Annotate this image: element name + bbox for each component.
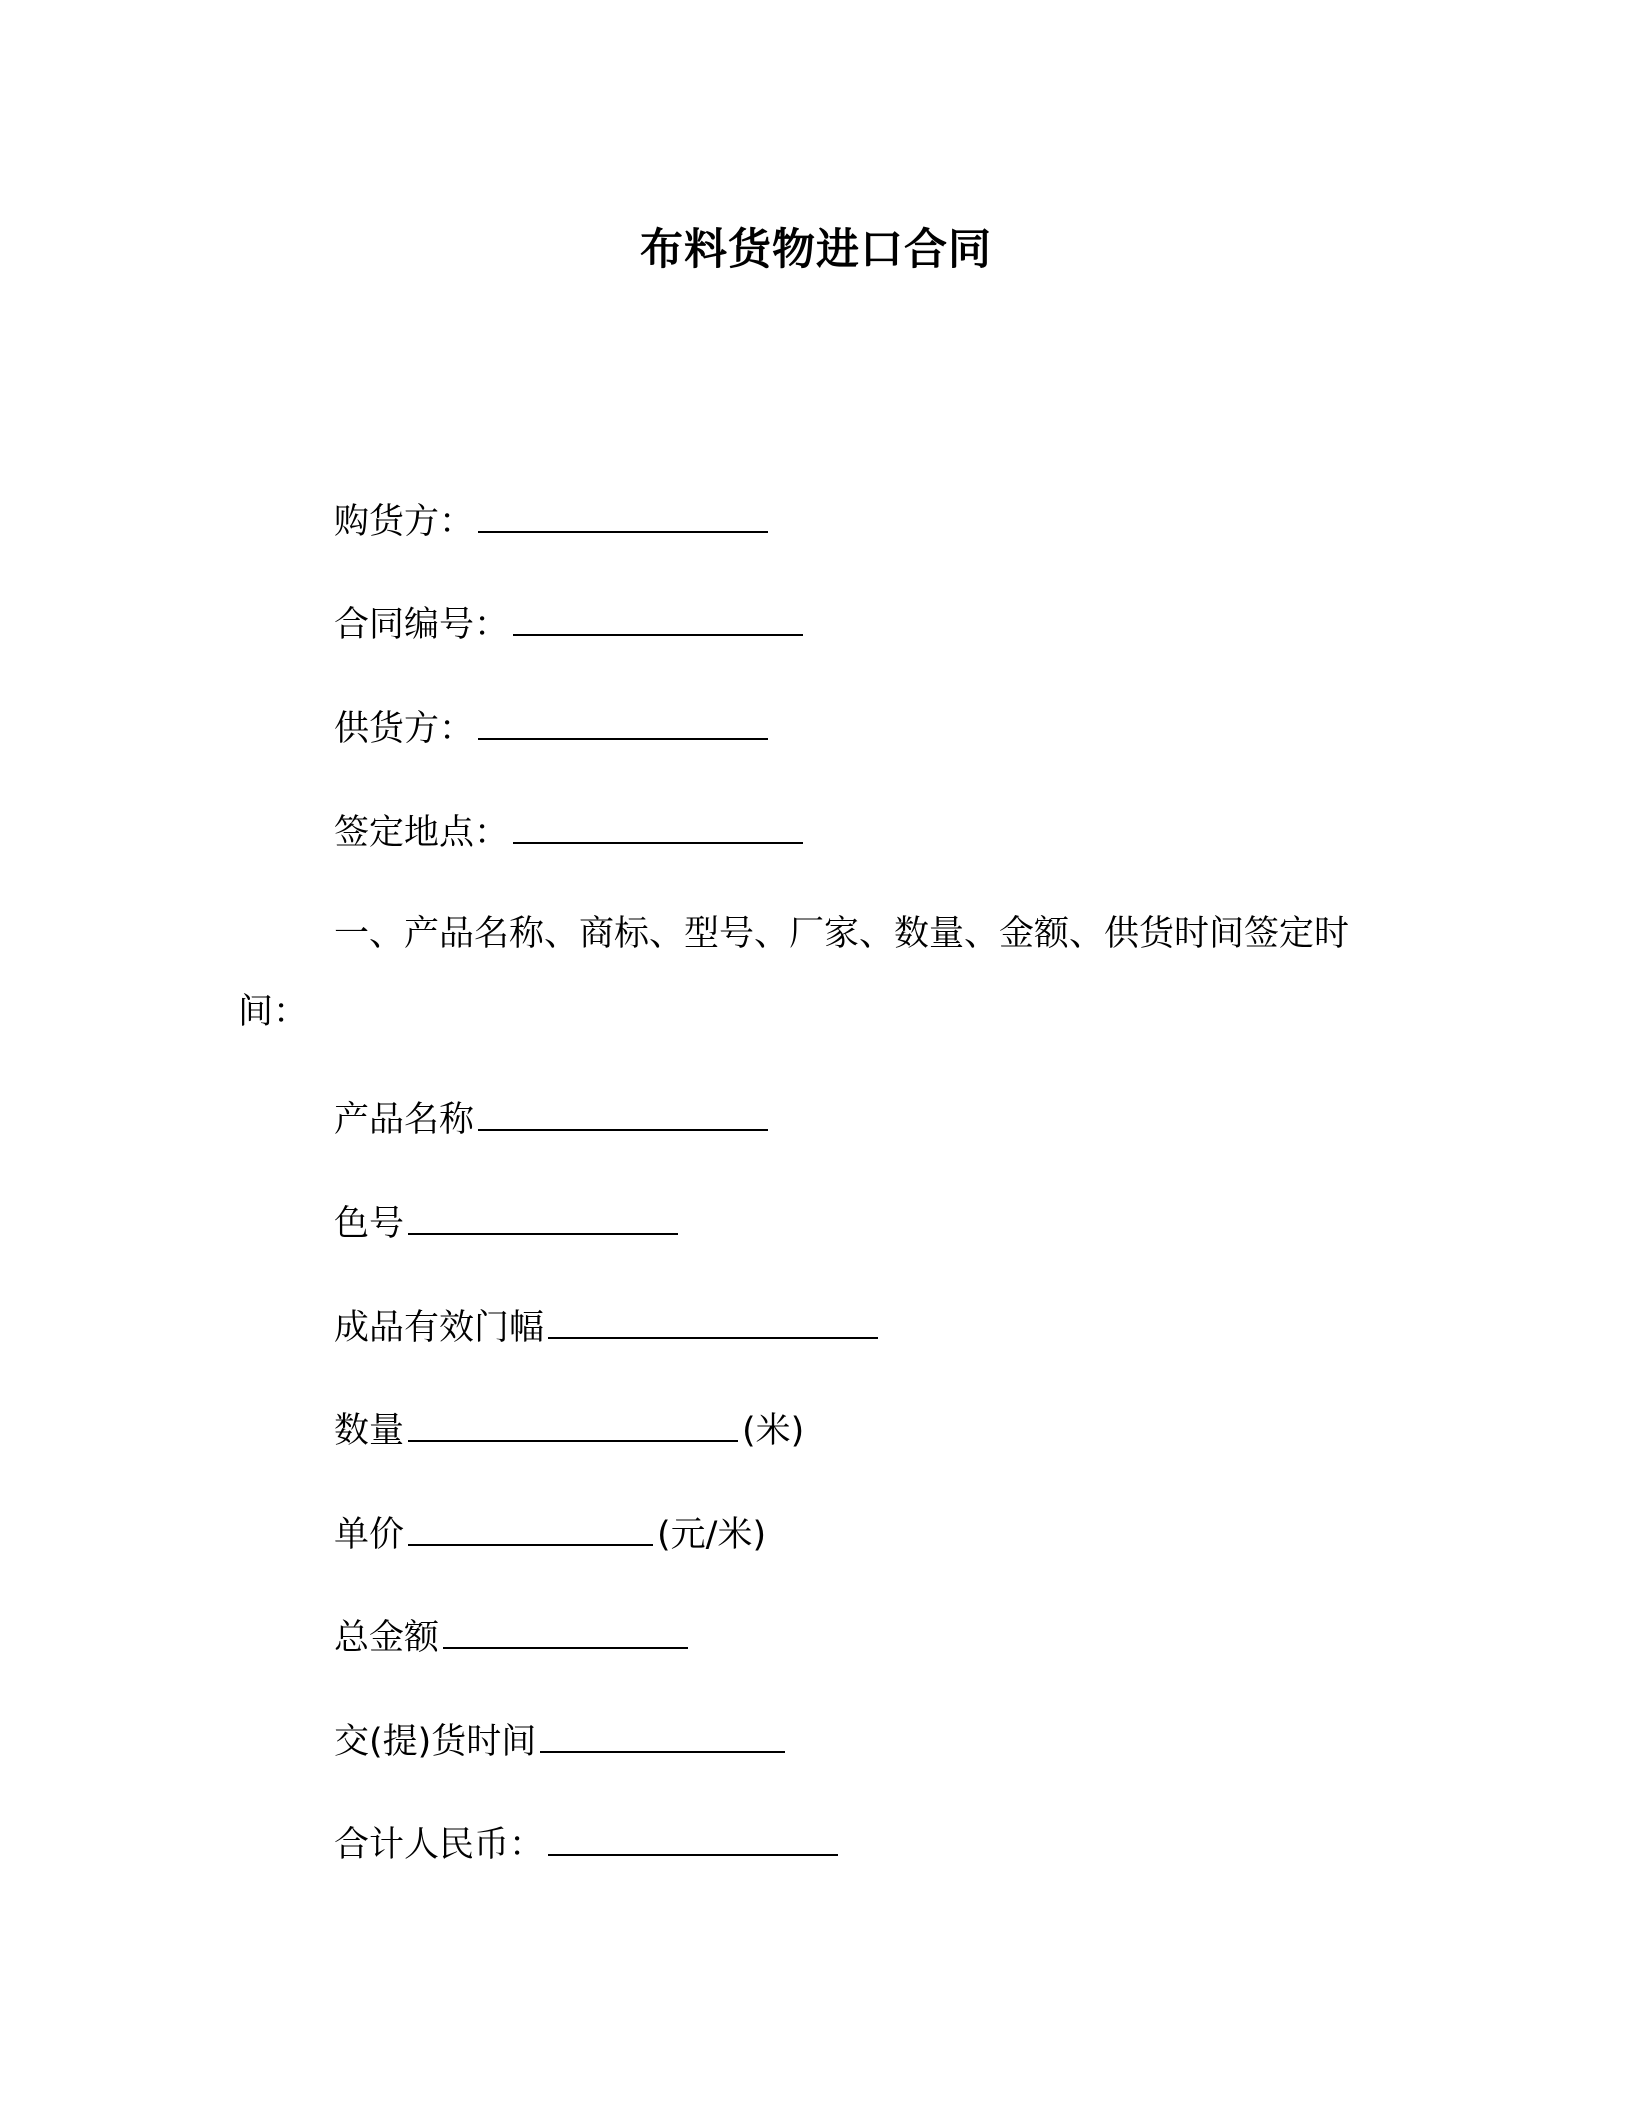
quantity-blank[interactable] bbox=[408, 1404, 738, 1442]
unit-price-unit: (元/米) bbox=[657, 1515, 767, 1555]
total-amount-label: 总金额 bbox=[334, 1618, 440, 1658]
quantity-label: 数量 bbox=[334, 1411, 405, 1451]
width-blank[interactable] bbox=[548, 1301, 878, 1339]
total-rmb-field bbox=[334, 1818, 842, 1870]
supplier-blank[interactable] bbox=[478, 702, 768, 740]
supplier-field bbox=[334, 702, 772, 754]
contract-no-blank[interactable] bbox=[513, 598, 803, 636]
color-no-blank[interactable] bbox=[408, 1197, 678, 1235]
total-amount-blank[interactable] bbox=[443, 1611, 688, 1649]
section-1-heading: 一、产品名称、商标、型号、厂家、数量、金额、供货时间签定时间： bbox=[238, 914, 1350, 1032]
total-rmb-blank[interactable] bbox=[548, 1818, 838, 1856]
product-name-label: 产品名称 bbox=[334, 1100, 475, 1140]
unit-price-blank[interactable] bbox=[408, 1508, 653, 1546]
product-name-blank[interactable] bbox=[478, 1093, 768, 1131]
total-amount-field bbox=[334, 1611, 692, 1663]
unit-price-label: 单价 bbox=[334, 1515, 405, 1555]
unit-price-field bbox=[334, 1508, 766, 1560]
width-label: 成品有效门幅 bbox=[334, 1308, 545, 1348]
buyer-label: 购货方： bbox=[334, 502, 475, 542]
buyer-blank[interactable] bbox=[478, 495, 768, 533]
quantity-field bbox=[334, 1404, 804, 1456]
sign-place-label: 签定地点： bbox=[334, 813, 510, 853]
contract-no-field bbox=[334, 598, 807, 650]
width-field bbox=[334, 1301, 882, 1353]
buyer-field bbox=[334, 495, 772, 547]
delivery-time-blank[interactable] bbox=[540, 1715, 785, 1753]
color-no-field bbox=[334, 1197, 682, 1249]
document-title: 布料货物进口合同 bbox=[640, 225, 992, 275]
delivery-time-label: 交(提)货时间 bbox=[334, 1722, 537, 1762]
delivery-time-field bbox=[334, 1715, 789, 1767]
supplier-label: 供货方： bbox=[334, 709, 475, 749]
color-no-label: 色号 bbox=[334, 1204, 405, 1244]
quantity-unit: (米) bbox=[742, 1411, 805, 1451]
sign-place-blank[interactable] bbox=[513, 806, 803, 844]
contract-no-label: 合同编号： bbox=[334, 605, 510, 645]
total-rmb-label: 合计人民币： bbox=[334, 1825, 545, 1865]
product-name-field bbox=[334, 1093, 772, 1145]
sign-place-field bbox=[334, 806, 807, 858]
